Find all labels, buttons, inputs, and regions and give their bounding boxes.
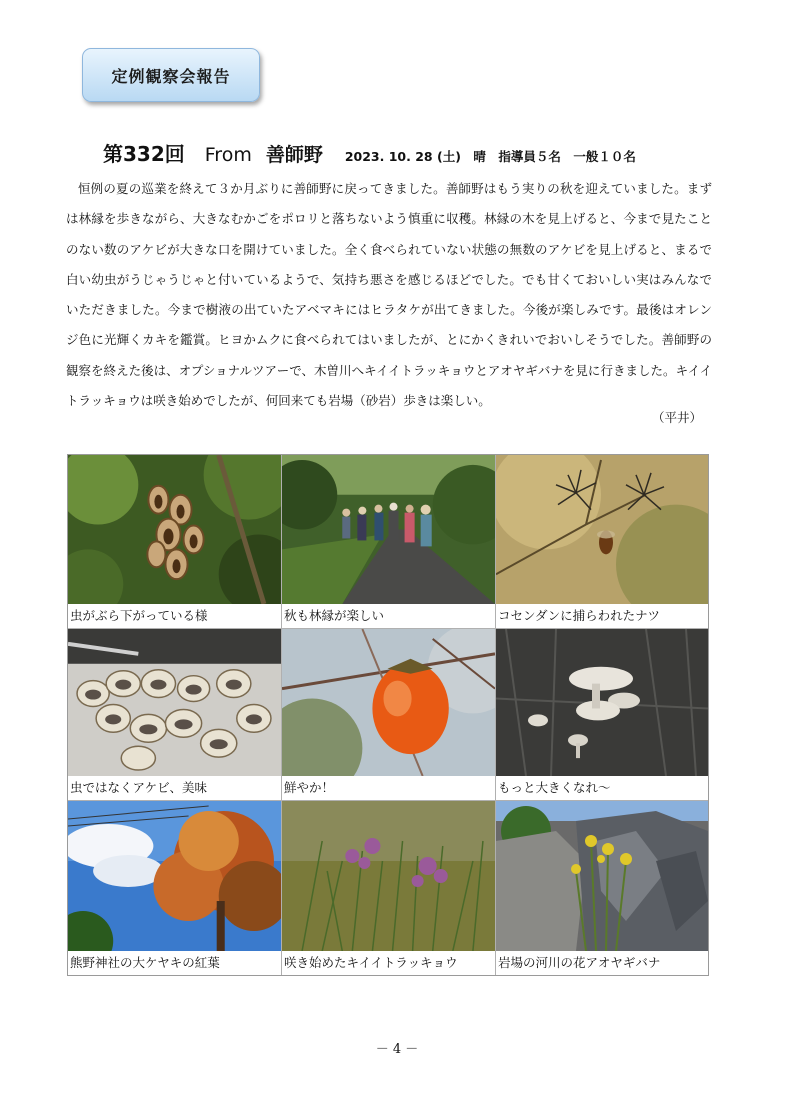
photo-cell [68, 801, 282, 975]
photo-cell [68, 629, 282, 801]
report-body: 恒例の夏の巡業を終えて３か月ぶりに善師野に戻ってきました。善師野はもう実りの秋を迎えていました。まずは林縁を歩きながら、大きなむかごをポロリと落ちないよう慎重に収穫。林縁の木を見上げると、今まで見たことのない数のアケビが大きな口を開けていました。全く食べられていない状態の無数のアケビを見上げると、まるで白い幼虫がうじゃうじゃと付いているようで、気持ち悪さを感じるほどでした。でも甘くておいしい実はみんなでいただきました。今まで樹液の出ていたアベマキにはヒラタケが出てきました。今後が楽しみです。最後はオレンジ色に光輝くカキを鑑賞。ヒヨかムクに食べられてはいましたが、とにかくきれいでおいしそうでした。善師野の観察を終えた後は、オプショナルツアーで、木曽川へキイイトラッキョウとアオヤギバナを見に行きました。キイイトラッキョウは咲き始めでしたが、何回来ても岩場（砂岩）歩きは楽しい。 [66, 181, 712, 409]
photo-caption: 熊野神社の大ケヤキの紅葉 [68, 951, 281, 975]
section-badge: 定例観察会報告 [82, 48, 260, 102]
photo-cell [68, 455, 282, 629]
title-session-number: 第332回 [103, 142, 185, 166]
author-name: （平井） [651, 410, 702, 425]
photo-caption: 虫ではなくアケビ、美味 [68, 776, 281, 800]
group-walking-photo [282, 455, 495, 604]
photo-cell [496, 629, 708, 801]
autumn-tree-photo [68, 801, 281, 951]
photo-caption: 岩場の河川の花アオヤギバナ [496, 951, 708, 975]
photo-grid [67, 454, 709, 976]
rocks-goldenrod-photo [496, 801, 708, 951]
photo-cell [282, 455, 496, 629]
photo-caption: コセンダンに捕らわれたナツ [496, 604, 708, 628]
mushroom-photo [496, 629, 708, 776]
title-date-weather-attendance: 2023. 10. 28 (土) 晴 指導員５名 一般１０名 [344, 149, 636, 164]
akebi-hanging-photo [68, 455, 281, 604]
photo-cell [496, 801, 708, 975]
title-place: 善師野 [265, 144, 323, 166]
photo-cell [282, 629, 496, 801]
wild-onion-photo [282, 801, 495, 951]
photo-caption: 秋も林縁が楽しい [282, 604, 495, 628]
akebi-peels-photo [68, 629, 281, 776]
title-from: From [204, 144, 252, 166]
page-number: － 4 － [375, 1042, 419, 1057]
persimmon-photo [282, 629, 495, 776]
photo-cell [496, 455, 708, 629]
photo-cell [282, 801, 496, 975]
seedhead-insect-photo [496, 455, 708, 604]
photo-caption: 虫がぶら下がっている様 [68, 604, 281, 628]
photo-caption: 鮮やか！ [282, 776, 495, 800]
photo-caption: もっと大きくなれ～ [496, 776, 708, 800]
photo-caption: 咲き始めたキイイトラッキョウ [282, 951, 495, 975]
report-title [103, 138, 713, 164]
